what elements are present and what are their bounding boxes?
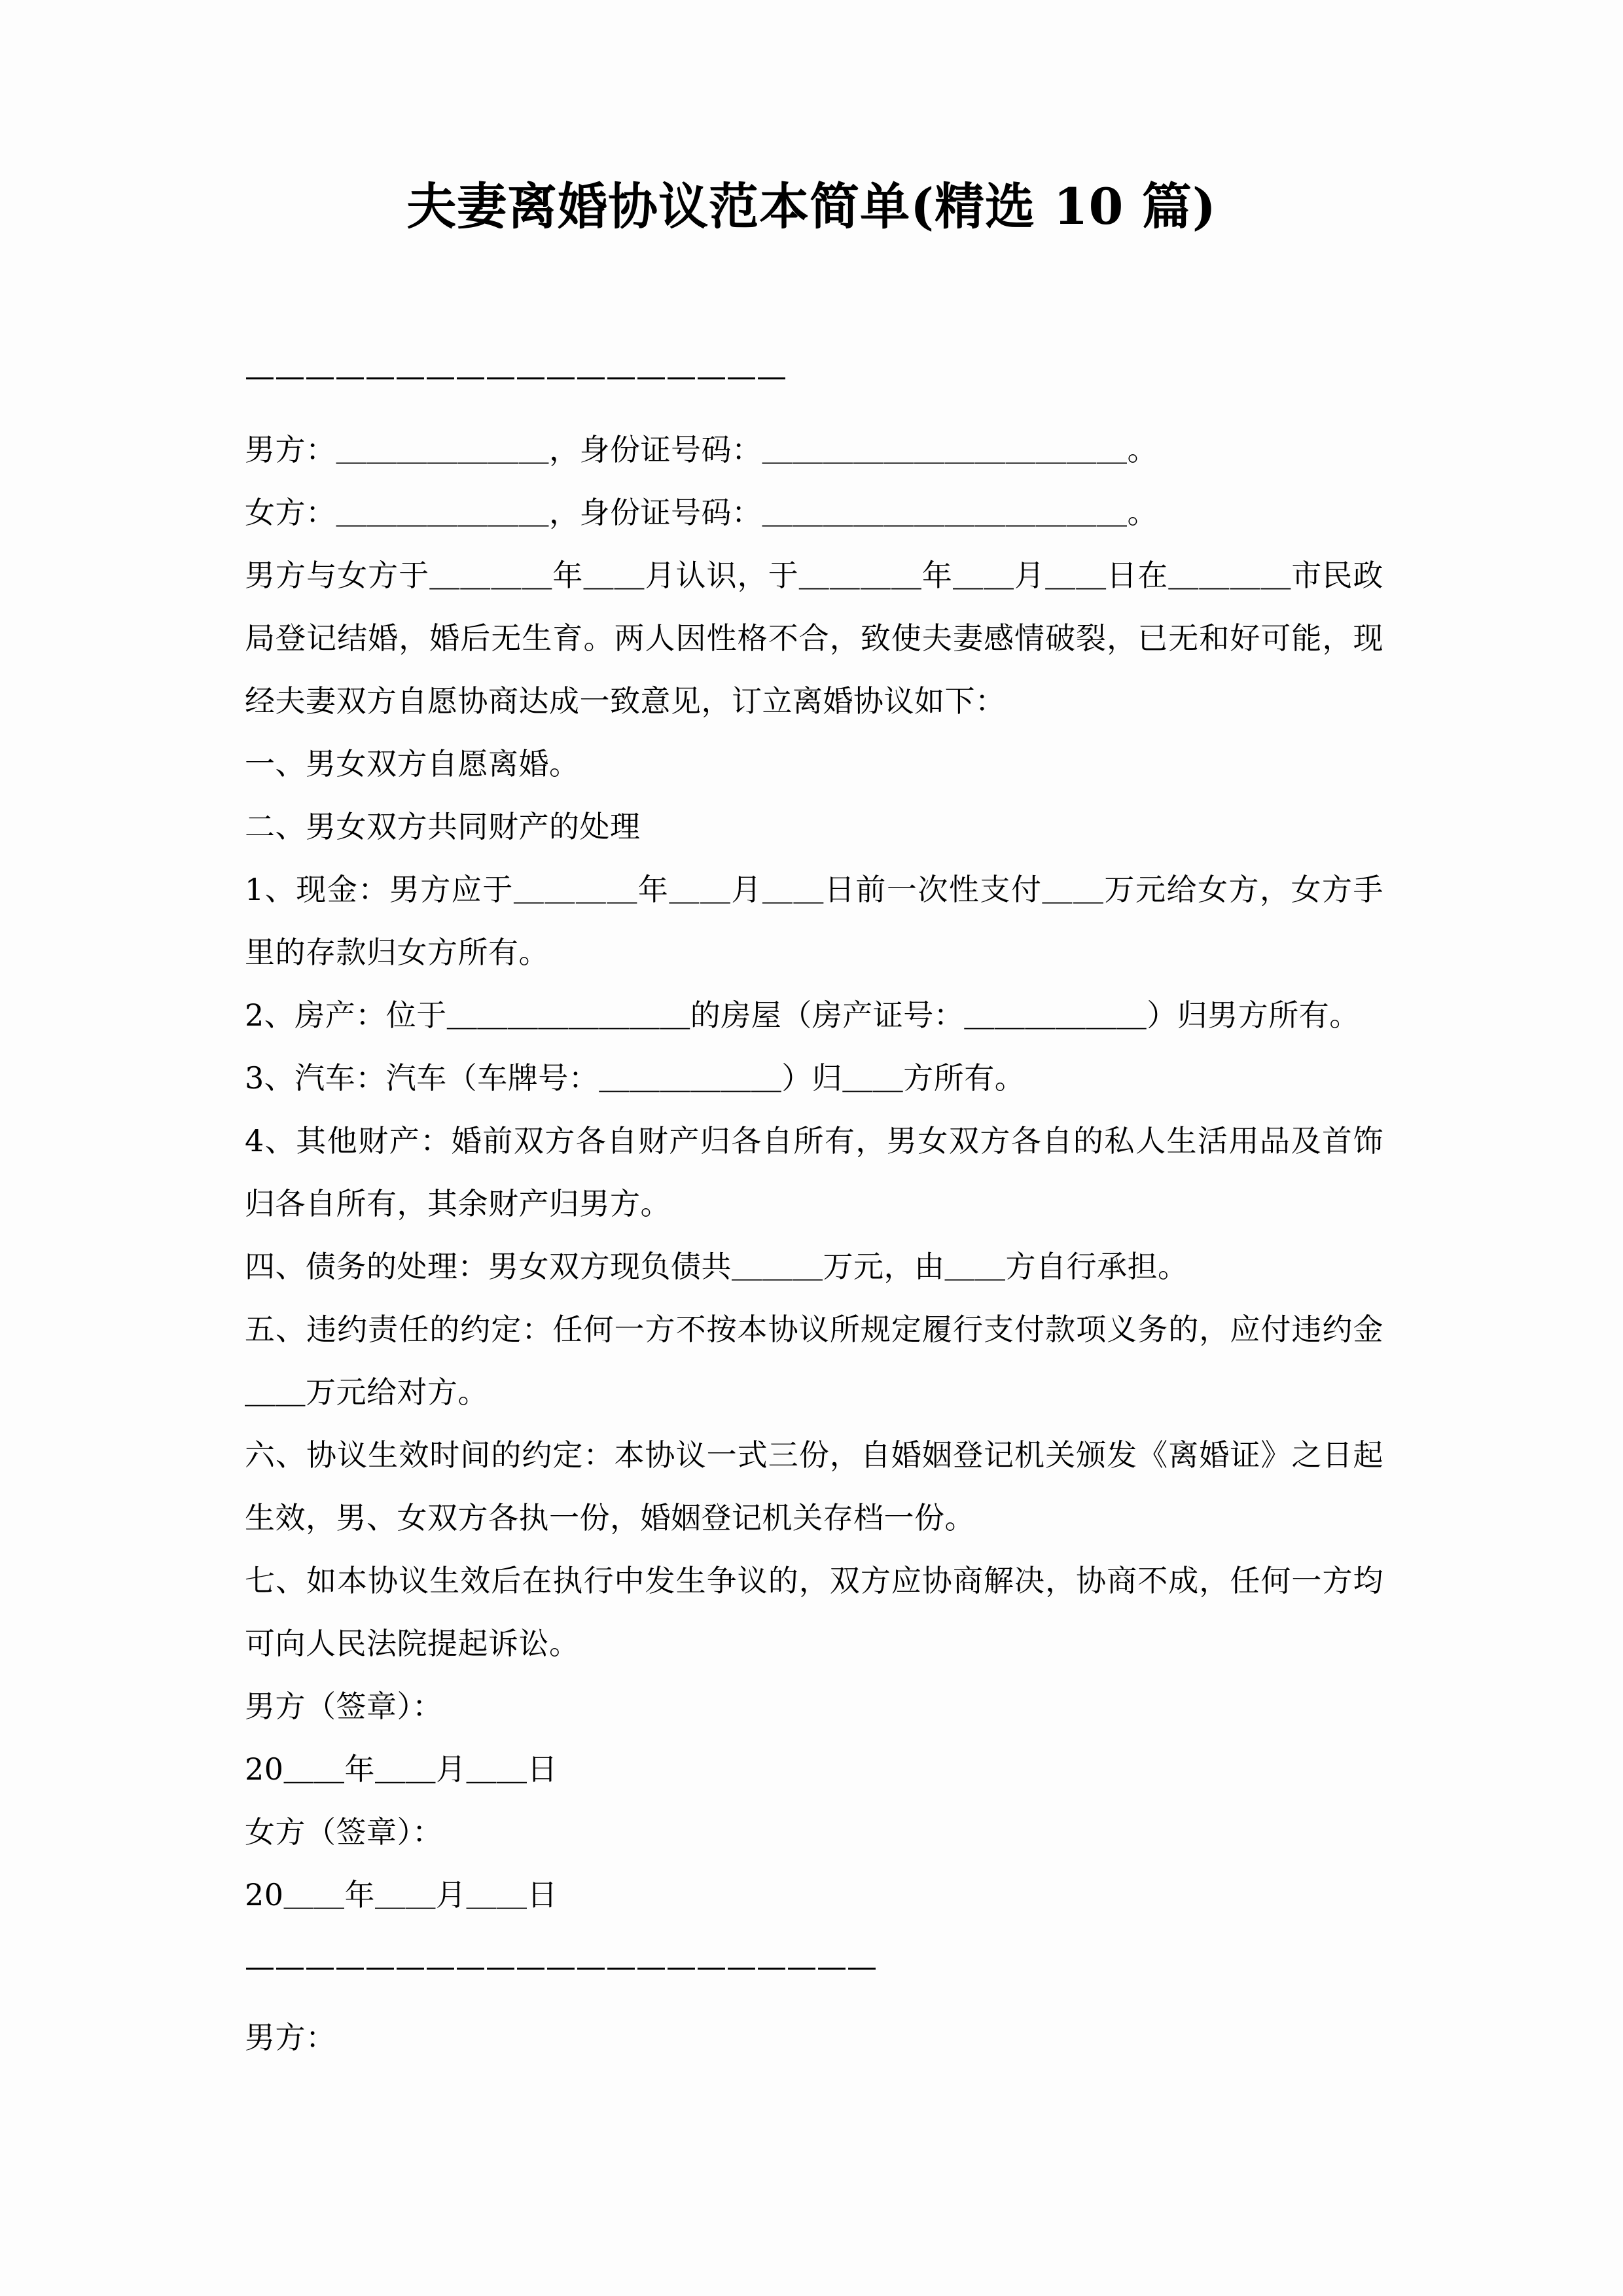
clause-1: 一、男女双方自愿离婚。 bbox=[245, 746, 580, 781]
clause-2-sub-1-cash: 1、现金：男方应于＿＿＿＿年＿＿月＿＿日前一次性支付＿＿万元给女方，女方手里的存款归女方所有。 bbox=[245, 872, 1383, 970]
clause-2-sub-4-other-property: 4、其他财产：婚前双方各自财产归各自所有，男女双方各自的私人生活用品及首饰归各自所有，其余财产归男方。 bbox=[245, 1123, 1383, 1221]
bottom-separator: ————————————————————— bbox=[245, 1948, 877, 1984]
male-signature-date: 20＿＿年＿＿月＿＿日 bbox=[245, 1751, 558, 1787]
clause-4-debt: 四、债务的处理：男女双方现负债共＿＿＿万元，由＿＿方自行承担。 bbox=[245, 1249, 1188, 1284]
male-signature-label: 男方（签章）： bbox=[245, 1689, 443, 1724]
female-signature-label: 女方（签章）： bbox=[245, 1814, 443, 1850]
party-male-identity-line: 男方：＿＿＿＿＿＿＿，身份证号码：＿＿＿＿＿＿＿＿＿＿＿＿。 bbox=[245, 432, 1158, 467]
top-separator: —————————————————— bbox=[245, 358, 787, 393]
clause-6-effective-date: 六、协议生效时间的约定：本协议一式三份，自婚姻登记机关颁发《离婚证》之日起生效，男、女双方各执一份，婚姻登记机关存档一份。 bbox=[245, 1437, 1383, 1535]
clause-2-sub-3-vehicle: 3、汽车：汽车（车牌号：＿＿＿＿＿＿）归＿＿方所有。 bbox=[245, 1060, 1026, 1096]
preamble-paragraph: 男方与女方于＿＿＿＿年＿＿月认识，于＿＿＿＿年＿＿月＿＿日在＿＿＿＿市民政局登记结婚，婚后无生育。两人因性格不合，致使夫妻感情破裂，已无和好可能，现经夫妻双方自愿协商达成一致意见，订立离婚协议如下： bbox=[245, 558, 1383, 719]
clause-7-dispute: 七、如本协议生效后在执行中发生争议的，双方应协商解决，协商不成，任何一方均可向人民法院提起诉讼。 bbox=[245, 1563, 1383, 1661]
clause-2-sub-2-property: 2、房产：位于＿＿＿＿＿＿＿＿的房屋（房产证号：＿＿＿＿＿＿）归男方所有。 bbox=[245, 997, 1360, 1033]
next-section-male-label: 男方： bbox=[245, 2020, 336, 2055]
page-title: 夫妻离婚协议范本简单(精选 10 篇) bbox=[406, 177, 1217, 236]
clause-5-breach: 五、违约责任的约定：任何一方不按本协议所规定履行支付款项义务的，应付违约金＿＿万元给对方。 bbox=[245, 1312, 1383, 1410]
party-female-identity-line: 女方：＿＿＿＿＿＿＿，身份证号码：＿＿＿＿＿＿＿＿＿＿＿＿。 bbox=[245, 495, 1158, 530]
female-signature-date: 20＿＿年＿＿月＿＿日 bbox=[245, 1877, 558, 1912]
clause-2-heading: 二、男女双方共同财产的处理 bbox=[245, 809, 641, 844]
document-body bbox=[245, 350, 1383, 2069]
